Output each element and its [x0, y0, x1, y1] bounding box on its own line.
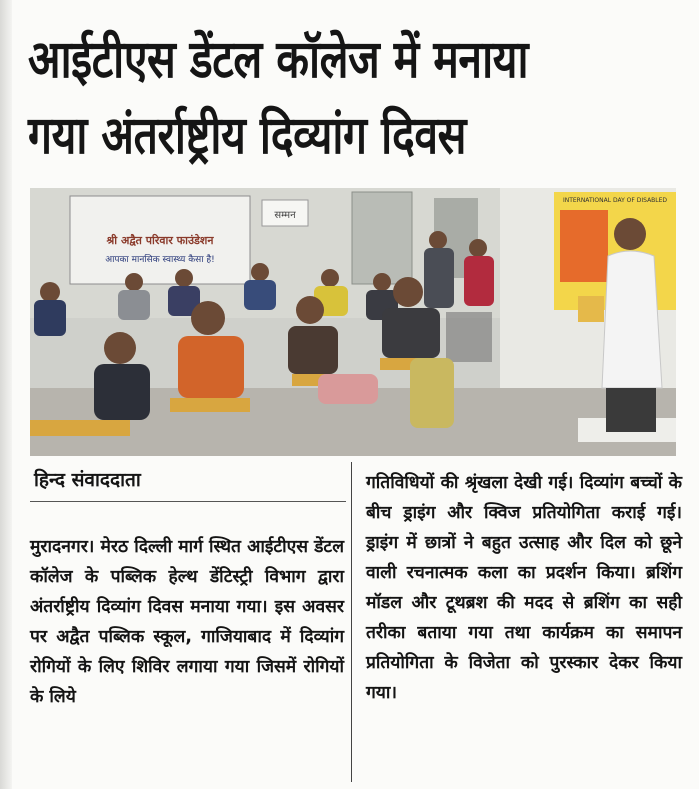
news-photo: [30, 188, 676, 456]
poster-text: INTERNATIONAL DAY OF DISABLED: [562, 197, 668, 204]
article-column-left: [30, 532, 344, 712]
page-fold-shadow: [0, 0, 12, 789]
banner: [70, 196, 250, 284]
byline-divider: [30, 501, 346, 502]
headline-line-1: आईटीएस डेंटल कॉलेज में मनाया: [28, 30, 529, 90]
sign-text: सम्मन: [274, 210, 296, 221]
classroom-photo-illustration: [30, 188, 676, 456]
article-text-right: गतिविधियों की श्रृंखला देखी गई। दिव्यांग बच्चों के बीच ड्राइंग और क्विज प्रतियोगिता कराई गई। ड्राइंग में छात्रों ने बहुत उत्साह और दिल को छूने वाली रचनात्मक कला का प्रदर्शन किया। ब्रशिंग मॉडल और टूथब्रश की मदद से ब्रशिंग का सही तरीका बताया गया तथा कार्यक्रम का समापन प्रतियोगिता के विजेता को पुरस्कार देकर किया गया।: [366, 473, 682, 703]
headline-line-2: गया अंतर्राष्ट्रीय दिव्यांग दिवस: [28, 106, 467, 166]
article-text-left: मुरादनगर। मेरठ दिल्ली मार्ग स्थित आईटीएस डेंटल कॉलेज के पब्लिक हेल्थ डेंटिस्ट्री विभाग द्वारा अंतर्राष्ट्रीय दिव्यांग दिवस मनाया गया। इस अवसर पर अद्वैत पब्लिक स्कूल, गाजियाबाद में दिव्यांग रोगियों के लिए शिविर लगाया गया जिसमें रोगियों के लिये: [30, 537, 344, 707]
headline: [28, 22, 684, 174]
banner-text-2: आपका मानसिक स्वास्थ्य कैसा है!: [105, 255, 215, 265]
byline: हिन्द संवाददाता: [34, 469, 141, 491]
article-column-right: [366, 468, 682, 708]
banner-text-1: श्री अद्वैत परिवार फाउंडेशन: [106, 234, 214, 247]
column-divider: [351, 462, 352, 782]
